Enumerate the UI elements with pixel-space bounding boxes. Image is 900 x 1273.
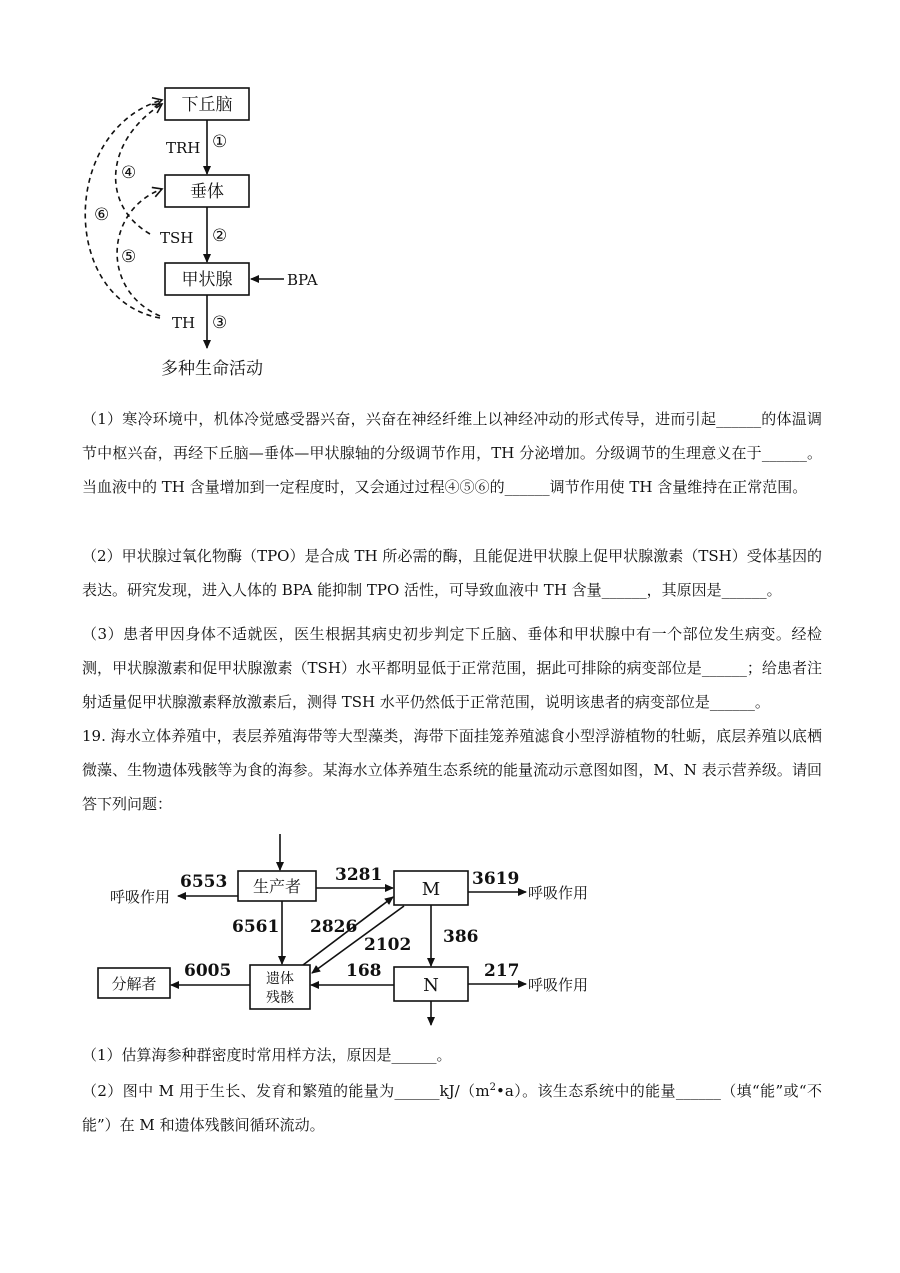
q18-part3: （3）患者甲因身体不适就医，医生根据其病史初步判定下丘脑、垂体和甲状腺中有一个部位发生病变。经检测，甲状腺激素和促甲状腺激素（TSH）水平都明显低于正常范围，据此可排除的病变部位是______；给患者注射适量促甲状腺激素释放激素后，测得 TSH 水平仍然低于正常范围，说明该患者的病变部位是______。 <box>82 625 822 711</box>
label-th: TH <box>172 314 196 332</box>
box-decomposer-label: 分解者 <box>111 975 157 993</box>
label-respiration-m: 呼吸作用 <box>528 884 589 902</box>
unit-superscript: 2 <box>489 1082 497 1093</box>
value-n-to-remains: 168 <box>346 961 382 981</box>
value-m-respiration: 3619 <box>472 869 520 889</box>
label-respiration-n: 呼吸作用 <box>528 976 589 994</box>
label-bpa: BPA <box>287 271 318 289</box>
box-m-label: M <box>421 879 441 900</box>
step-6: ⑥ <box>94 205 110 225</box>
step-3: ③ <box>212 313 228 333</box>
bottom-text: 多种生命活动 <box>161 359 263 379</box>
box-producer-label: 生产者 <box>252 877 302 896</box>
step-4: ④ <box>121 163 137 183</box>
hpt-axis-diagram <box>0 0 900 390</box>
box-n-label: N <box>423 975 439 996</box>
step-1: ① <box>212 132 228 152</box>
value-remains-to-decomposer: 6005 <box>184 961 232 981</box>
label-respiration-producer: 呼吸作用 <box>110 888 171 906</box>
q18-part1: （1）寒冷环境中，机体冷觉感受器兴奋，兴奋在神经纤维上以神经冲动的形式传导，进而引起______的体温调节中枢兴奋，再经下丘脑—垂体—甲状腺轴的分级调节作用，TH 分泌增加。分级调节的生理意义在于______。当血液中的 TH 含量增加到一定程度时，又会通过过程④⑤⑥的______调节作用使 TH 含量维持在正常范围。 <box>82 410 822 496</box>
value-producer-to-remains: 6561 <box>232 917 280 937</box>
q18-part2: （2）甲状腺过氧化物酶（TPO）是合成 TH 所必需的酶，且能促进甲状腺上促甲状腺激素（TSH）受体基因的表达。研究发现，进入人体的 BPA 能抑制 TPO 活性，可导致血液中 TH 含量______，其原因是______。 <box>82 547 822 599</box>
step-2: ② <box>212 226 228 246</box>
box-remains-label-1: 遗体 <box>266 971 294 987</box>
box-pituitary-label: 垂体 <box>190 182 224 202</box>
box-remains-label-2: 残骸 <box>266 990 294 1006</box>
value-producer-to-m: 3281 <box>335 865 383 885</box>
value-m-to-remains: 2102 <box>364 935 412 955</box>
step-5: ⑤ <box>121 247 137 267</box>
q19-part2-text-b: •a）。该生态系统中的能量______（填“能”或“不能”）在 M 和遗体残骸间循环流动。 <box>82 1082 822 1134</box>
q19-intro: 19. 海水立体养殖中，表层养殖海带等大型藻类，海带下面挂笼养殖滤食小型浮游植物的牡蛎，底层养殖以底栖微藻、生物遗体残骸等为食的海参。某海水立体养殖生态系统的能量流动示意图如图，M、N 表示营养级。请回答下列问题： <box>82 727 822 813</box>
value-n-respiration: 217 <box>484 961 520 981</box>
label-trh: TRH <box>166 139 201 157</box>
value-remains-to-m: 2826 <box>310 917 358 937</box>
energy-flow-diagram <box>0 828 900 1028</box>
q19-part2 <box>82 1074 822 1142</box>
box-thyroid-label: 甲状腺 <box>181 270 233 290</box>
label-tsh: TSH <box>160 229 194 247</box>
q19-part2-text-a: （2）图中 M 用于生长、发育和繁殖的能量为______kJ/（m <box>82 1082 490 1100</box>
q19-part1: （1）估算海参种群密度时常用样方法，原因是______。 <box>82 1046 452 1064</box>
value-producer-respiration: 6553 <box>180 872 228 892</box>
value-m-to-n: 386 <box>443 927 479 947</box>
box-hypothalamus-label: 下丘脑 <box>181 95 233 115</box>
